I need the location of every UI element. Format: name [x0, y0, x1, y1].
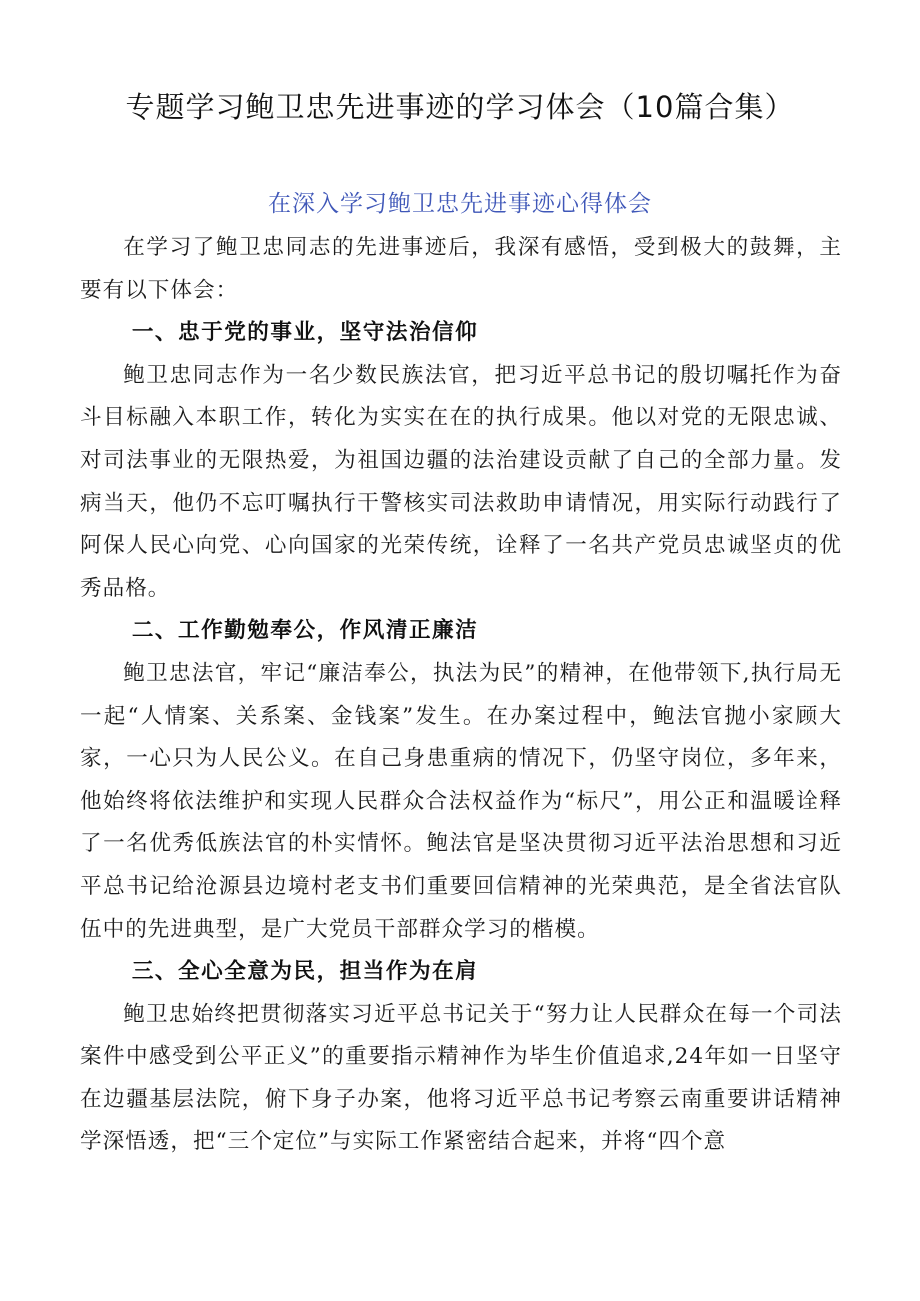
section-heading-2: 二、工作勤勉奉公，作风清正廉洁 [131, 618, 479, 644]
section-paragraph-2: 鲍卫忠法官，牢记“廉洁奉公，执法为民”的精神，在他带领下,执行局无一起“人情案、关系案、金钱案”发生。在办案过程中，鲍法官抛小家顾大家，一心只为人民公义。在自己身患重病的情况下，仍坚守岗位，多年来，他始终将依法维护和实现人民群众合法权益作为“标尺”，用公正和温暖诠释了一名优秀低族法官的朴实情怀。鲍法官是坚决贯彻习近平法治思想和习近平总书记给沧源县边境村老支书们重要回信精神的光荣典范，是全省法官队伍中的先进典型，是广大党员干部群众学习的楷模。 [80, 660, 842, 942]
article-body [80, 227, 842, 1164]
section-paragraph-3: 鲍卫忠始终把贯彻落实习近平总书记关于“努力让人民群众在每一个司法案件中感受到公平正义”的重要指示精神作为毕生价值追求,24年如一日坚守在边疆基层法院，俯下身子办案，他将习近平总书记考察云南重要讲话精神学深悟透，把“三个定位”与实际工作紧密结合起来，并将“四个意 [80, 1001, 842, 1155]
section-heading-1: 一、忠于党的事业，坚守法治信仰 [131, 320, 479, 346]
article-subtitle: 在深入学习鲍卫忠先进事迹心得体会 [268, 191, 652, 217]
document-title: 专题学习鲍卫忠先进事迹的学习体会（10篇合集） [125, 90, 795, 124]
section-paragraph-1: 鲍卫忠同志作为一名少数民族法官，把习近平总书记的殷切嘱托作为奋斗目标融入本职工作，转化为实实在在的执行成果。他以对党的无限忠诚、对司法事业的无限热爱，为祖国边疆的法治建设贡献了自己的全部力量。发病当天，他仍不忘叮嘱执行干警核实司法救助申请情况，用实际行动践行了阿保人民心向党、心向国家的光荣传统，诠释了一名共产党员忠诚坚贞的优秀品格。 [80, 362, 842, 601]
intro-paragraph: 在学习了鲍卫忠同志的先进事迹后，我深有感悟，受到极大的鼓舞，主要有以下体会： [80, 235, 842, 303]
section-heading-3: 三、全心全意为民，担当作为在肩 [131, 959, 479, 985]
